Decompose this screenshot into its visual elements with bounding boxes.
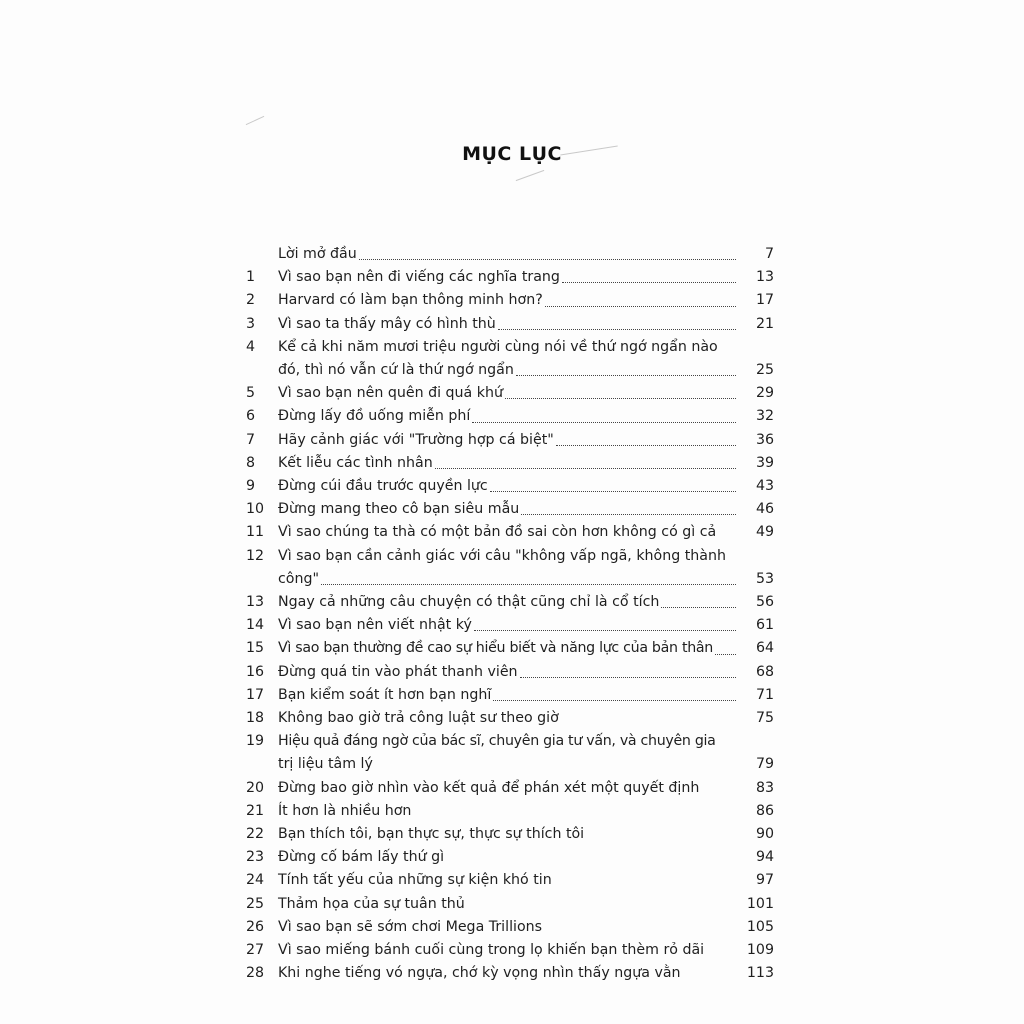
chapter-title: Vì sao miếng bánh cuối cùng trong lọ khiến bạn thèm rỏ dãi — [278, 942, 705, 959]
page-number: 56 — [755, 594, 774, 611]
dot-leader — [472, 422, 736, 423]
page-number: 79 — [755, 756, 774, 773]
chapter-title: Lời mở đầu — [278, 246, 357, 262]
toc-entry — [246, 637, 774, 660]
dot-leader — [545, 306, 736, 307]
page-number: 71 — [755, 686, 774, 703]
chapter-number: 2 — [246, 292, 256, 309]
page-number: 43 — [755, 478, 774, 495]
toc-entry — [246, 823, 774, 846]
chapter-number: 25 — [246, 895, 265, 912]
chapter-title: Harvard có làm bạn thông minh hơn? — [278, 292, 543, 309]
toc-entry — [246, 243, 774, 266]
page-number: 39 — [755, 454, 774, 471]
chapter-title-line2: đó, thì nó vẫn cứ là thứ ngớ ngẩn — [278, 362, 514, 379]
chapter-title-line2: công" — [278, 570, 320, 587]
chapter-number: 7 — [246, 431, 256, 448]
chapter-number: 5 — [246, 385, 256, 402]
toc-entry — [246, 289, 774, 312]
chapter-title: Hãy cảnh giác với "Trường hợp cá biệt" — [278, 431, 554, 448]
chapter-title: Vì sao ta thấy mây có hình thù — [278, 315, 496, 332]
page-title: MỤC LỤC — [462, 143, 562, 165]
chapter-number: 17 — [246, 686, 265, 703]
toc-entry — [246, 939, 774, 962]
chapter-number: 28 — [246, 965, 265, 982]
chapter-title: Đừng mang theo cô bạn siêu mẫu — [278, 501, 520, 518]
toc-entry — [246, 498, 774, 521]
toc-entry — [246, 429, 774, 452]
page-number: 49 — [755, 524, 774, 541]
chapter-title: Vì sao chúng ta thà có một bản đồ sai còn hơn không có gì cả — [278, 524, 717, 541]
page-number: 109 — [746, 942, 774, 959]
chapter-number: 4 — [246, 338, 256, 355]
toc-entry — [246, 730, 774, 776]
chapter-number: 11 — [246, 524, 265, 541]
chapter-title: Tính tất yếu của những sự kiện khó tin — [278, 872, 552, 889]
chapter-number: 10 — [246, 501, 265, 518]
chapter-title: Ít hơn là nhiều hơn — [278, 802, 412, 819]
chapter-number: 21 — [246, 802, 265, 819]
chapter-title: Ngay cả những câu chuyện có thật cũng chỉ là cổ tích — [278, 594, 660, 611]
page-number: 25 — [755, 362, 774, 379]
dot-leader — [490, 491, 736, 492]
page-number: 68 — [755, 663, 774, 680]
page-number: 94 — [755, 849, 774, 866]
chapter-number: 26 — [246, 918, 265, 935]
page-number: 36 — [755, 431, 774, 448]
page-number: 113 — [746, 965, 774, 982]
chapter-title: Vì sao bạn nên đi viếng các nghĩa trang — [278, 269, 560, 286]
chapter-title-line2: trị liệu tâm lý — [278, 756, 373, 773]
chapter-title-line1: Hiệu quả đáng ngờ của bác sĩ, chuyên gia tư vấn, và chuyên gia — [278, 733, 716, 750]
toc-entry — [246, 661, 774, 684]
dot-leader — [498, 329, 736, 330]
page-number: 64 — [755, 640, 774, 657]
page-number: 105 — [746, 918, 774, 935]
page-number: 17 — [755, 292, 774, 309]
toc-entry — [246, 614, 774, 637]
page-number: 83 — [755, 779, 774, 796]
chapter-title: Đừng quá tin vào phát thanh viên — [278, 663, 518, 680]
page-number: 75 — [755, 710, 774, 727]
page-number: 32 — [755, 408, 774, 425]
toc-entry — [246, 336, 774, 382]
chapter-title: Vì sao bạn nên quên đi quá khứ — [278, 385, 503, 402]
toc-entry — [246, 545, 774, 591]
page-number: 86 — [755, 802, 774, 819]
chapter-title: Khi nghe tiếng vó ngựa, chớ kỳ vọng nhìn thấy ngựa vằn — [278, 965, 681, 982]
toc-entry — [246, 521, 774, 544]
chapter-number: 22 — [246, 826, 265, 843]
chapter-title: Bạn kiểm soát ít hơn bạn nghĩ — [278, 686, 492, 703]
dot-leader — [505, 398, 736, 399]
chapter-number: 9 — [246, 478, 256, 495]
dot-leader — [661, 607, 736, 608]
chapter-number: 1 — [246, 269, 256, 286]
dot-leader — [359, 259, 736, 260]
dot-leader — [521, 514, 736, 515]
page-number: 29 — [755, 385, 774, 402]
paper-mark — [246, 116, 265, 125]
toc-entry — [246, 405, 774, 428]
dot-leader — [474, 630, 736, 631]
toc-entry — [246, 777, 774, 800]
page-number: 13 — [755, 269, 774, 286]
chapter-number: 19 — [246, 733, 265, 750]
toc-entry — [246, 684, 774, 707]
chapter-number: 18 — [246, 710, 265, 727]
chapter-title: Không bao giờ trả công luật sư theo giờ — [278, 710, 559, 727]
chapter-title: Đừng cố bám lấy thứ gì — [278, 849, 445, 866]
dot-leader — [516, 375, 736, 376]
chapter-number: 13 — [246, 594, 265, 611]
dot-leader — [715, 654, 736, 655]
toc-entry — [246, 800, 774, 823]
page-number: 101 — [746, 895, 774, 912]
chapter-title: Đừng cúi đầu trước quyền lực — [278, 478, 488, 495]
dot-leader — [435, 468, 736, 469]
dot-leader — [321, 584, 736, 585]
toc-entry — [246, 962, 774, 985]
chapter-title: Kết liễu các tình nhân — [278, 454, 433, 471]
paper-mark — [516, 170, 545, 181]
chapter-number: 23 — [246, 849, 265, 866]
chapter-number: 3 — [246, 315, 256, 332]
chapter-number: 20 — [246, 779, 265, 796]
chapter-title: Bạn thích tôi, bạn thực sự, thực sự thích tôi — [278, 826, 585, 843]
chapter-title: Vì sao bạn nên viết nhật ký — [278, 617, 472, 634]
chapter-title-line1: Vì sao bạn cần cảnh giác với câu "không vấp ngã, không thành — [278, 547, 726, 564]
chapter-number: 16 — [246, 663, 265, 680]
toc-entry — [246, 591, 774, 614]
page-number: 61 — [755, 617, 774, 634]
page-number: 46 — [755, 501, 774, 518]
chapter-number: 24 — [246, 872, 265, 889]
page-number: 97 — [755, 872, 774, 889]
dot-leader — [520, 677, 736, 678]
chapter-number: 15 — [246, 640, 265, 657]
dot-leader — [556, 445, 736, 446]
chapter-number: 8 — [246, 454, 256, 471]
toc-entry — [246, 916, 774, 939]
toc-entry — [246, 313, 774, 336]
chapter-title: Vì sao bạn sẽ sớm chơi Mega Trillions — [278, 918, 543, 935]
dot-leader — [562, 282, 736, 283]
chapter-title: Thảm họa của sự tuân thủ — [278, 895, 465, 912]
chapter-number: 27 — [246, 942, 265, 959]
page-number: 53 — [755, 570, 774, 587]
chapter-title: Đừng lấy đồ uống miễn phí — [278, 408, 471, 425]
toc-entry — [246, 266, 774, 289]
page-number: 21 — [755, 315, 774, 332]
chapter-number: 6 — [246, 408, 256, 425]
page-number: 7 — [764, 246, 774, 262]
chapter-title-line1: Kể cả khi năm mươi triệu người cùng nói về thứ ngớ ngẩn nào — [278, 338, 718, 355]
toc-entry — [246, 382, 774, 405]
toc-entry — [246, 893, 774, 916]
chapter-number: 12 — [246, 547, 265, 564]
toc-entry — [246, 846, 774, 869]
chapter-title: Đừng bao giờ nhìn vào kết quả để phán xét một quyết định — [278, 779, 700, 796]
toc-entry — [246, 869, 774, 892]
chapter-number: 14 — [246, 617, 265, 634]
page-number: 90 — [755, 826, 774, 843]
toc-entry — [246, 452, 774, 475]
toc-entry — [246, 707, 774, 730]
toc-entry — [246, 475, 774, 498]
chapter-title: Vì sao bạn thường đề cao sự hiểu biết và năng lực của bản thân — [278, 640, 713, 657]
table-of-contents — [246, 243, 774, 986]
dot-leader — [493, 700, 736, 701]
